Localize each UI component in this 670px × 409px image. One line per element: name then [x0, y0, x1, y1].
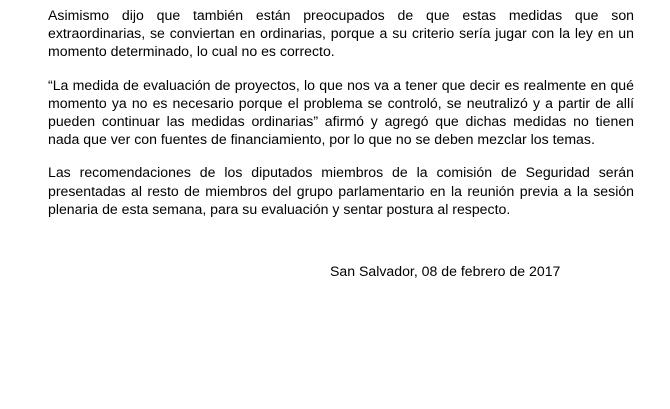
- place-and-date: San Salvador, 08 de febrero de 2017: [330, 263, 561, 279]
- paragraph-1: Asimismo dijo que también están preocupados de que estas medidas que son extraordinarias, se conviertan en ordinarias, porque a su criterio sería jugar con la ley en un momento determinado, lo cual no es correcto.: [48, 7, 634, 60]
- document-body: [48, 6, 634, 218]
- paragraph-2-quote: “La medida de evaluación de proyectos, lo que nos va a tener que decir es realmente en qué momento ya no es necesario porque el problema se controló, se neutralizó y a partir de allí pueden continuar las medidas ordinarias” afirmó y agregó que dichas medidas no tienen nada que ver con fuentes de financiamiento, por lo que no se deben mezclar los temas.: [48, 76, 634, 148]
- paragraph-3: Las recomendaciones de los diputados miembros de la comisión de Seguridad serán presentadas al resto de miembros del grupo parlamentario en la reunión previa a la sesión plenaria de esta semana, para su evaluación y sentar postura al respecto.: [48, 164, 634, 217]
